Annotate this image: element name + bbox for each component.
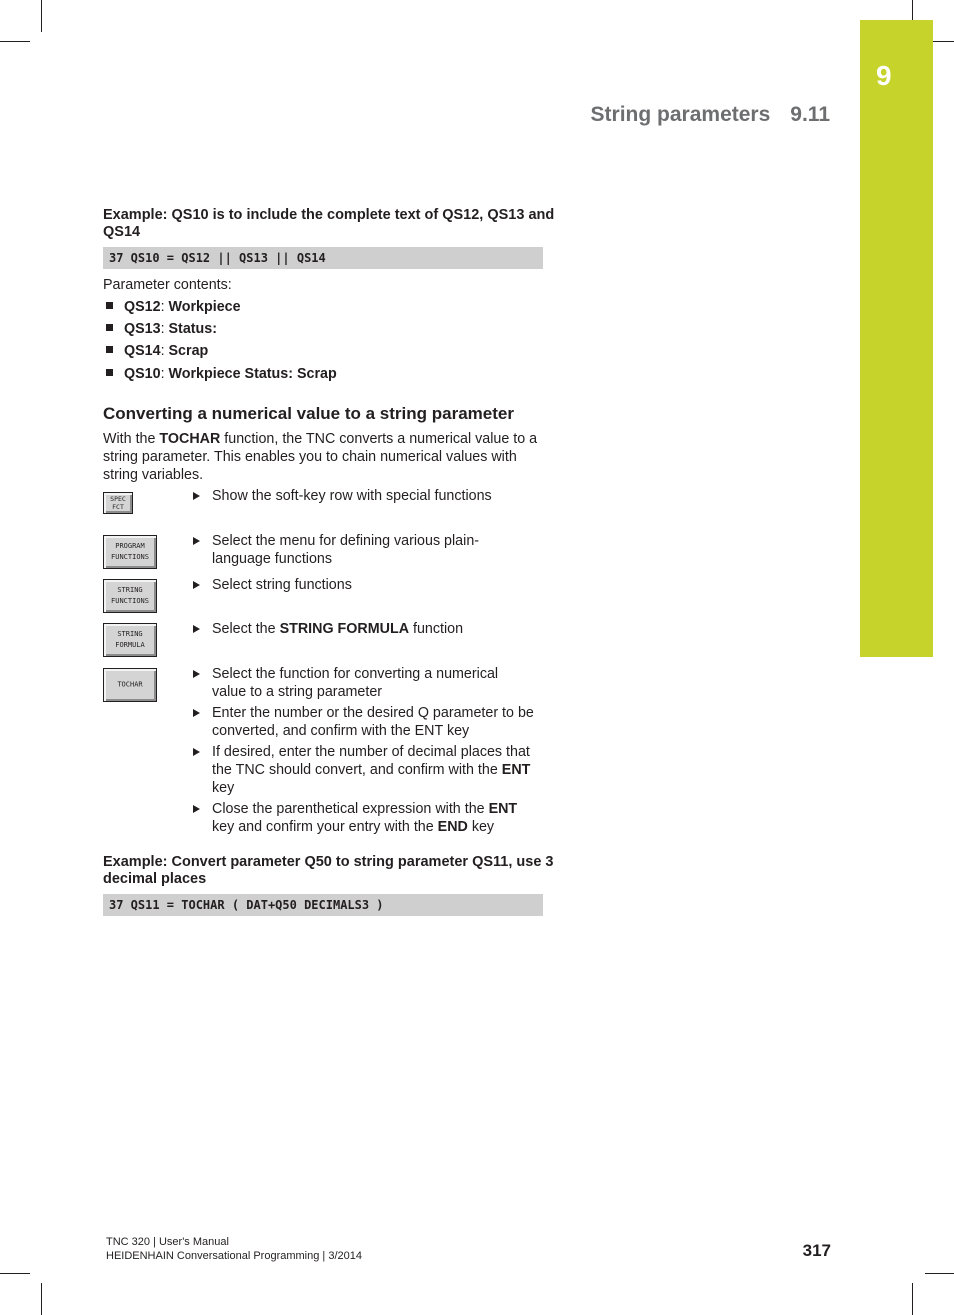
running-header bbox=[591, 103, 830, 127]
header-section: 9.11 bbox=[790, 103, 830, 126]
arrow-icon bbox=[193, 625, 200, 633]
parameter-contents-label: Parameter contents: bbox=[103, 277, 232, 293]
crop-mark bbox=[933, 41, 954, 42]
section-paragraph: With the TOCHAR function, the TNC converts a numerical value to a string parameter. This enables you to chain numerical values with string variables. bbox=[103, 431, 538, 483]
arrow-icon bbox=[193, 581, 200, 589]
arrow-icon bbox=[193, 709, 200, 717]
chapter-number: 9 bbox=[876, 60, 892, 91]
crop-mark bbox=[0, 41, 30, 42]
list-item: QS13: Status: bbox=[106, 320, 217, 338]
tochar-softkey[interactable]: TOCHAR bbox=[103, 668, 157, 702]
arrow-icon bbox=[193, 805, 200, 813]
step-item: Select the STRING FORMULA function bbox=[212, 620, 557, 638]
list-item: QS14: Scrap bbox=[106, 342, 208, 360]
footer-line: TNC 320 | User's Manual bbox=[106, 1236, 229, 1248]
bullet-icon bbox=[106, 324, 113, 331]
bullet-icon bbox=[106, 369, 113, 376]
arrow-icon bbox=[193, 492, 200, 500]
spec-fct-key[interactable]: SPEC FCT bbox=[103, 492, 133, 514]
list-item: QS12: Workpiece bbox=[106, 298, 241, 316]
crop-mark bbox=[925, 1273, 954, 1274]
program-functions-softkey[interactable]: PROGRAM FUNCTIONS bbox=[103, 535, 157, 569]
crop-mark bbox=[912, 1283, 913, 1315]
crop-mark bbox=[0, 1273, 30, 1274]
step-item: If desired, enter the number of decimal places that the TNC should convert, and confirm with the ENT key bbox=[212, 743, 552, 797]
crop-mark bbox=[912, 0, 913, 20]
bullet-icon bbox=[106, 346, 113, 353]
step-item: Select the function for converting a numerical value to a string parameter bbox=[212, 665, 532, 701]
footer bbox=[106, 1235, 362, 1263]
arrow-icon bbox=[193, 748, 200, 756]
crop-mark bbox=[41, 0, 42, 32]
step-item: Enter the number or the desired Q parameter to be converted, and confirm with the ENT key bbox=[212, 704, 542, 740]
crop-mark bbox=[41, 1283, 42, 1315]
example1-code: 37 QS10 = QS12 || QS13 || QS14 bbox=[103, 247, 543, 269]
header-title: String parameters bbox=[590, 103, 771, 126]
string-formula-softkey[interactable]: STRING FORMULA bbox=[103, 623, 157, 657]
arrow-icon bbox=[193, 537, 200, 545]
page-number: 317 bbox=[802, 1241, 831, 1260]
chapter-tab bbox=[860, 20, 933, 657]
example2-code: 37 QS11 = TOCHAR ( DAT+Q50 DECIMALS3 ) bbox=[103, 894, 543, 916]
list-item: QS10: Workpiece Status: Scrap bbox=[106, 365, 337, 383]
arrow-icon bbox=[193, 670, 200, 678]
step-item: Select the menu for defining various plain-language functions bbox=[212, 532, 512, 568]
bullet-icon bbox=[106, 302, 113, 309]
example2-heading: Example: Convert parameter Q50 to string parameter QS11, use 3 decimal places bbox=[103, 854, 554, 887]
example1-heading: Example: QS10 is to include the complete text of QS12, QS13 and QS14 bbox=[103, 207, 555, 240]
step-item: Show the soft-key row with special functions bbox=[212, 487, 557, 505]
string-functions-softkey[interactable]: STRING FUNCTIONS bbox=[103, 579, 157, 613]
step-item: Close the parenthetical expression with the ENT key and confirm your entry with the END key bbox=[212, 800, 542, 836]
section-heading: Converting a numerical value to a string parameter bbox=[103, 404, 514, 423]
footer-line: HEIDENHAIN Conversational Programming | 3/2014 bbox=[106, 1250, 362, 1262]
step-item: Select string functions bbox=[212, 576, 557, 594]
